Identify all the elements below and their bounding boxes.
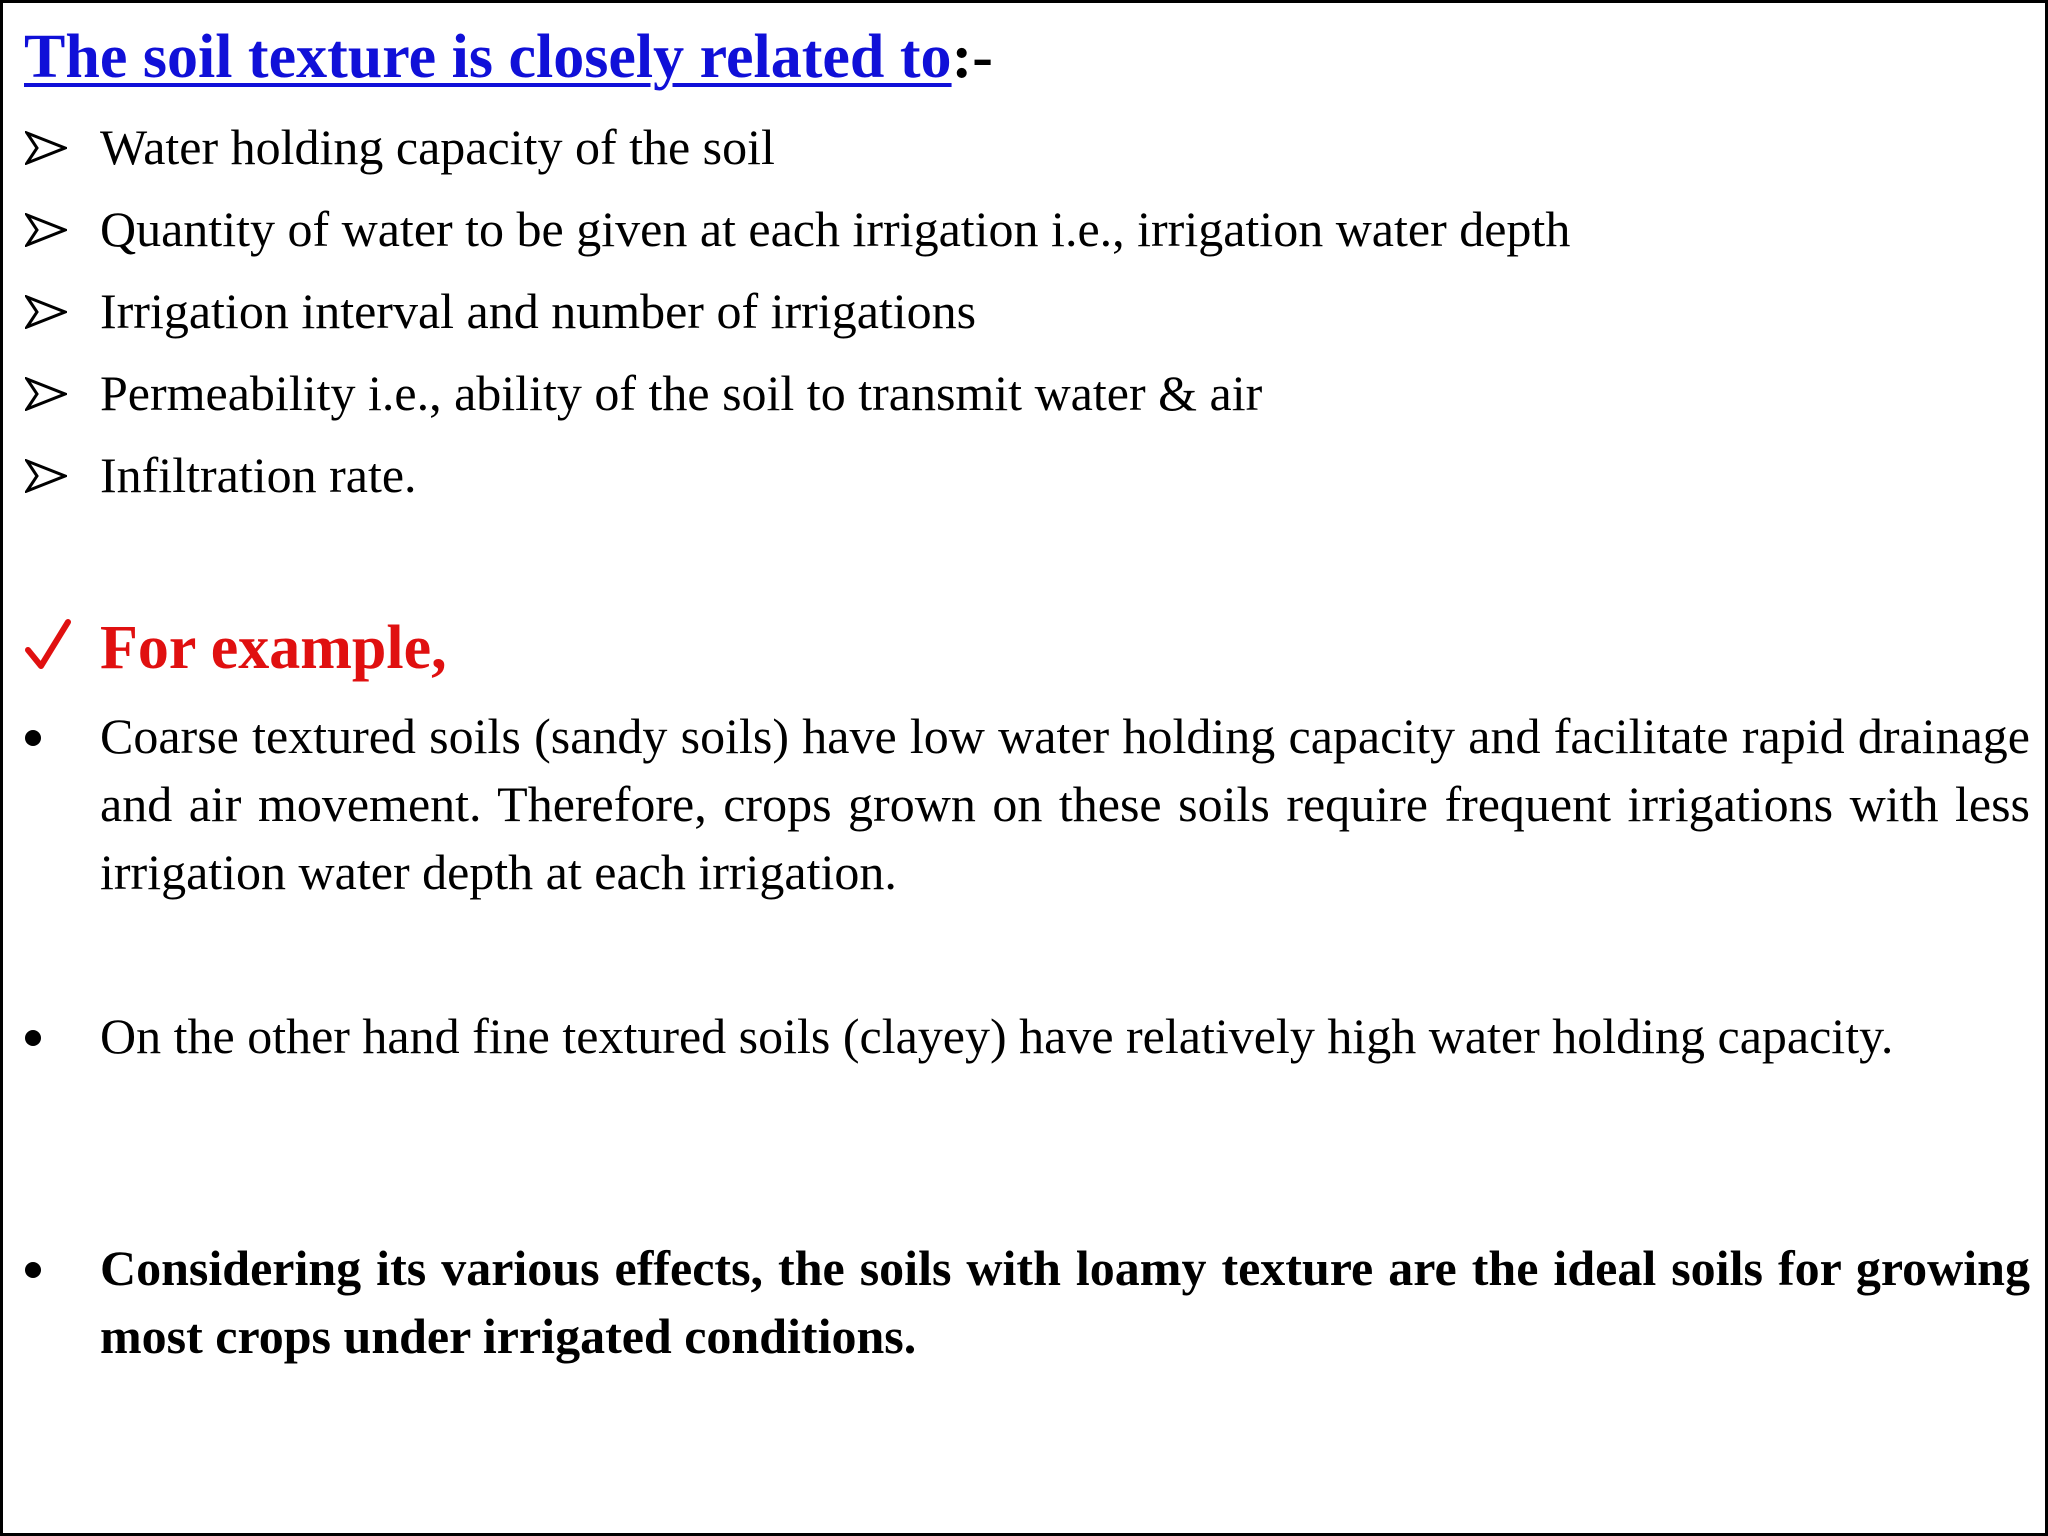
list-item-text: Quantity of water to be given at each irrigation i.e., irrigation water depth bbox=[100, 201, 1571, 257]
list-item bbox=[3, 270, 1570, 352]
slide-title-underlined: The soil texture is closely related to bbox=[24, 23, 952, 91]
list-item-text: Water holding capacity of the soil bbox=[100, 119, 775, 175]
paragraph-text: Considering its various effects, the soils with loamy texture are the ideal soils for growing most crops under irrigated conditions. bbox=[100, 1240, 2030, 1364]
arrowhead-bullet-icon bbox=[25, 213, 67, 247]
list-item bbox=[3, 106, 1570, 188]
dot-bullet-icon bbox=[25, 1262, 41, 1278]
arrowhead-bullet-icon bbox=[25, 131, 67, 165]
dot-bullet-icon bbox=[25, 1030, 41, 1046]
list-item bbox=[3, 434, 1570, 516]
list-item-text: Permeability i.e., ability of the soil to transmit water & air bbox=[100, 365, 1263, 421]
paragraph-text: On the other hand fine textured soils (clayey) have relatively high water holding capacity. bbox=[100, 1008, 1894, 1064]
dot-bullet-icon bbox=[25, 730, 41, 746]
paragraph-text: Coarse textured soils (sandy soils) have low water holding capacity and facilitate rapid drainage and air movement. Therefore, crops grown on these soils require frequent irrigations with less irrigation water depth at each irrigation. bbox=[100, 708, 2030, 900]
checkmark-icon bbox=[25, 618, 71, 672]
example-heading-text: For example, bbox=[100, 614, 447, 682]
list-item-text: Infiltration rate. bbox=[100, 447, 417, 503]
list-item bbox=[3, 352, 1570, 434]
arrowhead-bullet-icon bbox=[25, 295, 67, 329]
list-item-text: Irrigation interval and number of irrigations bbox=[100, 283, 977, 339]
slide-title bbox=[24, 21, 993, 93]
slide-title-suffix: :- bbox=[951, 23, 993, 91]
arrowhead-bullet-icon bbox=[25, 377, 67, 411]
list-item bbox=[3, 188, 1570, 270]
related-items-list bbox=[3, 106, 1570, 516]
arrowhead-bullet-icon bbox=[25, 459, 67, 493]
